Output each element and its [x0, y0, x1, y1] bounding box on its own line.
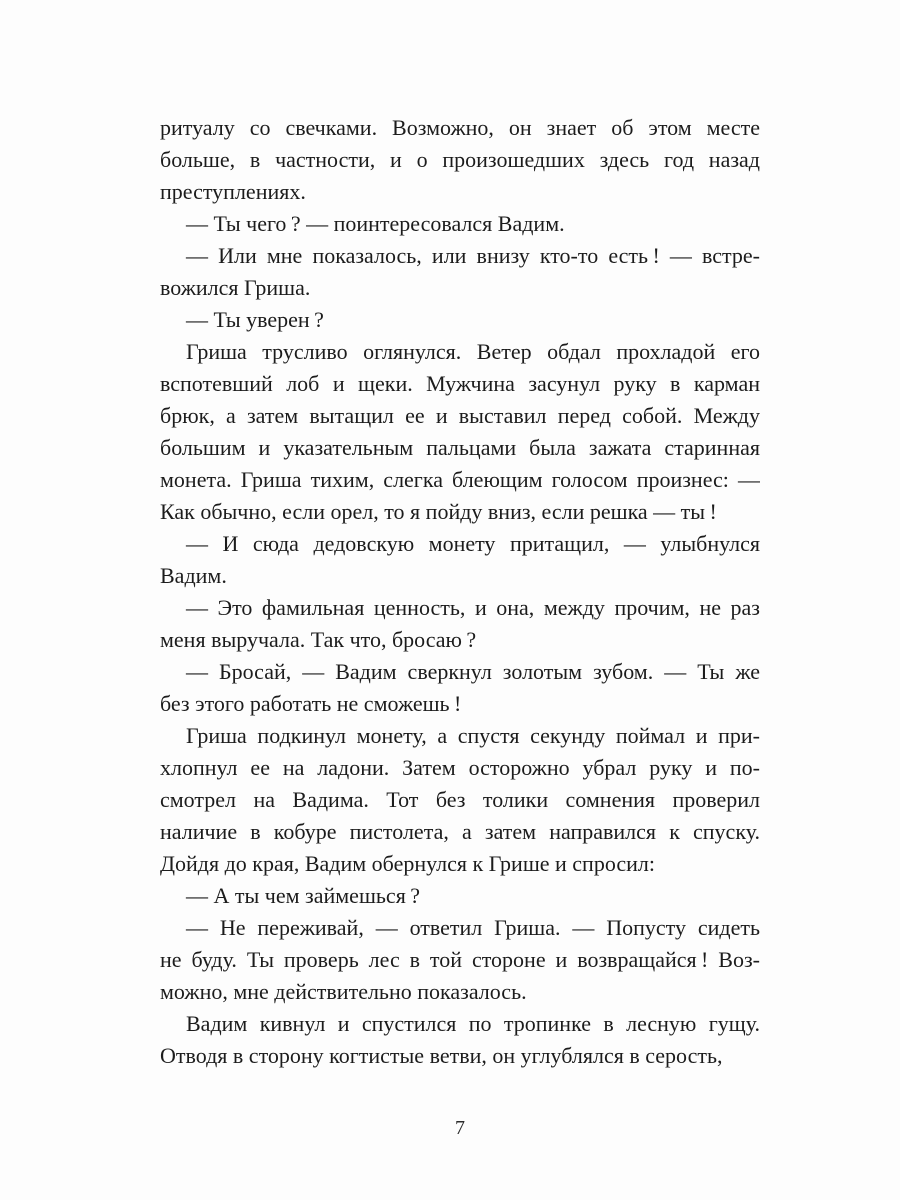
text-line: без этого работать не сможешь ! [160, 691, 462, 716]
text-line: — Ты чего ? — поинтересовался Вадим. [186, 211, 565, 236]
text-line: Гриша подкинул монету, а спустя секунду поймал и при- [186, 723, 760, 748]
text-line: не буду. Ты проверь лес в той стороне и возвращайся ! Воз- [160, 947, 760, 972]
text-line: меня выручала. Так что, бросаю ? [160, 627, 477, 652]
page-text [160, 112, 760, 1072]
text-line: вожился Гриша. [160, 275, 311, 300]
text-line: монета. Гриша тихим, слегка блеющим голосом произнес: — [160, 467, 760, 492]
text-line: — А ты чем займешься ? [186, 883, 420, 908]
text-line: Дойдя до края, Вадим обернулся к Грише и спросил: [160, 851, 656, 876]
text-line: брюк, а затем вытащил ее и выставил перед собой. Между [160, 403, 760, 428]
text-line: преступлениях. [160, 179, 306, 204]
page-number: 7 [455, 1117, 465, 1139]
text-line: — И сюда дедовскую монету притащил, — улыбнулся [186, 531, 760, 556]
text-line: — Ты уверен ? [186, 307, 324, 332]
text-line: можно, мне действительно показалось. [160, 979, 527, 1004]
text-line: Как обычно, если орел, то я пойду вниз, если решка — ты ! [160, 499, 717, 524]
text-line: смотрел на Вадима. Тот без толики сомнения проверил [160, 787, 760, 812]
text-line: Гриша трусливо оглянулся. Ветер обдал прохладой его [186, 339, 760, 364]
text-line: хлопнул ее на ладони. Затем осторожно убрал руку и по- [160, 755, 760, 780]
text-line: — Не переживай, — ответил Гриша. — Попусту сидеть [186, 915, 760, 940]
text-line: Вадим. [160, 563, 227, 588]
text-line: большим и указательным пальцами была зажата старинная [160, 435, 760, 460]
text-line: больше, в частности, и о произошедших здесь год назад [160, 147, 760, 172]
text-line: вспотевший лоб и щеки. Мужчина засунул руку в карман [160, 371, 760, 396]
text-line: наличие в кобуре пистолета, а затем направился к спуску. [160, 819, 760, 844]
text-line: — Бросай, — Вадим сверкнул золотым зубом. — Ты же [186, 659, 760, 684]
text-line: Вадим кивнул и спустился по тропинке в лесную гущу. [186, 1011, 760, 1036]
text-line: ритуалу со свечками. Возможно, он знает об этом месте [160, 115, 760, 140]
text-line: Отводя в сторону когтистые ветви, он углублялся в серость, [160, 1043, 723, 1068]
text-line: — Или мне показалось, или внизу кто-то есть ! — встре- [186, 243, 760, 268]
text-line: — Это фамильная ценность, и она, между прочим, не раз [186, 595, 760, 620]
